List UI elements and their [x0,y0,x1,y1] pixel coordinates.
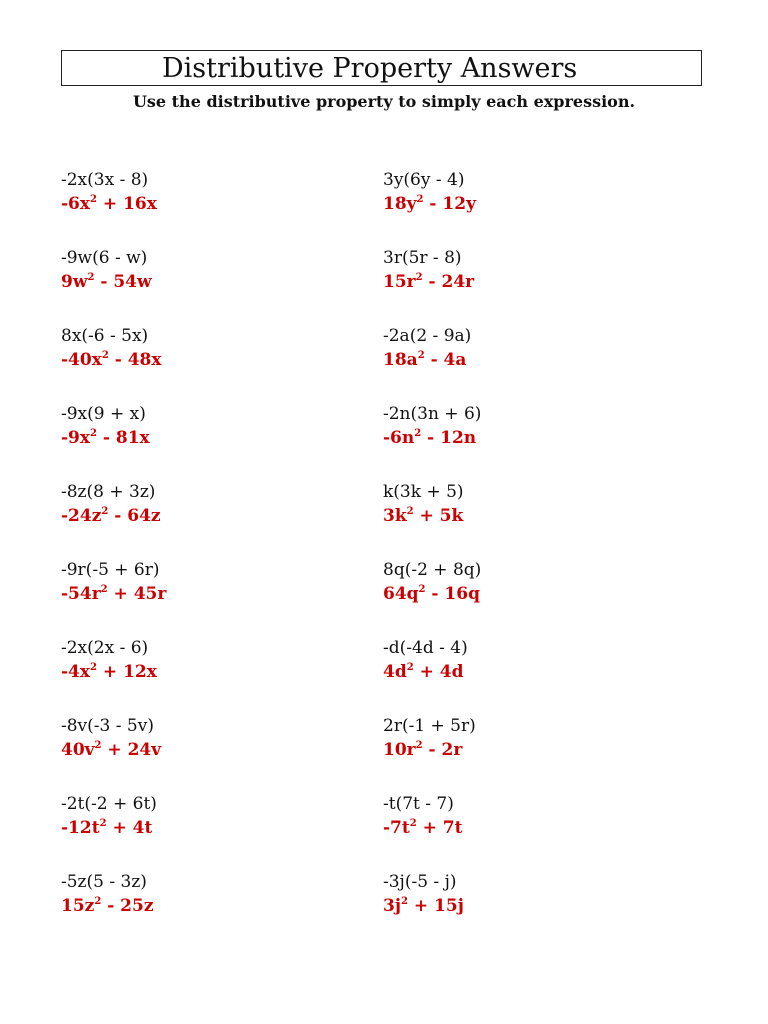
problem-expression: 8x(-6 - 5x) [61,326,149,346]
problem-answer: $-4x^2 + 12x$ [61,662,157,682]
problem-expression: 2r(-1 + 5r) [383,716,476,736]
problem-answer: $-7t^2 + 7t$ [383,818,463,838]
page-title: Distributive Property Answers [162,53,578,84]
problem-item [383,246,481,324]
problem-item [61,870,166,948]
problem-expression: -5z(5 - 3z) [61,872,147,892]
problem-answer: $-40x^2 - 48x$ [61,350,162,370]
problem-expression: -9r(-5 + 6r) [61,560,160,580]
problem-answer: $3k^2 + 5k$ [383,506,464,526]
problem-answer: $40v^2 + 24v$ [61,740,162,760]
problem-answer: $10r^2 - 2r$ [383,740,463,760]
problem-expression: -2n(3n + 6) [383,404,482,424]
problem-expression: k(3k + 5) [383,482,464,502]
problem-expression: -d(-4d - 4) [383,638,468,658]
problem-item [61,714,166,792]
problem-item [61,246,166,324]
problem-answer: $18y^2 - 12y$ [383,194,476,214]
problem-item [61,168,166,246]
problem-expression: -2x(2x - 6) [61,638,149,658]
problem-item [383,636,481,714]
problem-expression: -9w(6 - w) [61,248,148,268]
problem-expression: -t(7t - 7) [383,794,454,814]
problem-item [383,558,481,636]
problem-expression: 8q(-2 + 8q) [383,560,482,580]
problem-answer: $15r^2 - 24r$ [383,272,475,292]
problem-item [383,168,481,246]
problem-answer: $-54r^2 + 45r$ [61,584,167,604]
problem-item [61,324,166,402]
problem-expression: -2t(-2 + 6t) [61,794,157,814]
problem-answer: $3j^2 + 15j$ [383,896,464,916]
problem-answer: $18a^2 - 4a$ [383,350,467,370]
problem-column-right [383,168,481,948]
problem-answer: $-12t^2 + 4t$ [61,818,153,838]
problem-expression: -3j(-5 - j) [383,872,457,892]
problem-expression: -2x(3x - 8) [61,170,149,190]
problem-answer: $-6x^2 + 16x$ [61,194,157,214]
problem-expression: 3r(5r - 8) [383,248,462,268]
problem-expression: 3y(6y - 4) [383,170,465,190]
problem-expression: -8v(-3 - 5v) [61,716,154,736]
problem-item [383,324,481,402]
problem-item [61,636,166,714]
problem-answer: $64q^2 - 16q$ [383,584,480,604]
problem-item [383,402,481,480]
problem-item [61,480,166,558]
problem-item [61,402,166,480]
problem-item [383,714,481,792]
title-box [61,50,702,86]
problem-item [383,870,481,948]
problem-item [383,480,481,558]
problem-expression: -8z(8 + 3z) [61,482,156,502]
problem-answer: $15z^2 - 25z$ [61,896,154,916]
problem-answer: $-24z^2 - 64z$ [61,506,161,526]
problem-expression: -2a(2 - 9a) [383,326,472,346]
problem-answer: $9w^2 - 54w$ [61,272,152,292]
problem-answer: $-9x^2 - 81x$ [61,428,150,448]
problem-expression: -9x(9 + x) [61,404,146,424]
problem-item [61,792,166,870]
problem-answer: $-6n^2 - 12n$ [383,428,477,448]
problem-column-left [61,168,166,948]
problem-answer: $4d^2 + 4d$ [383,662,464,682]
problem-item [383,792,481,870]
instructions: Use the distributive property to simply each expression. [132,92,636,111]
problem-item [61,558,166,636]
